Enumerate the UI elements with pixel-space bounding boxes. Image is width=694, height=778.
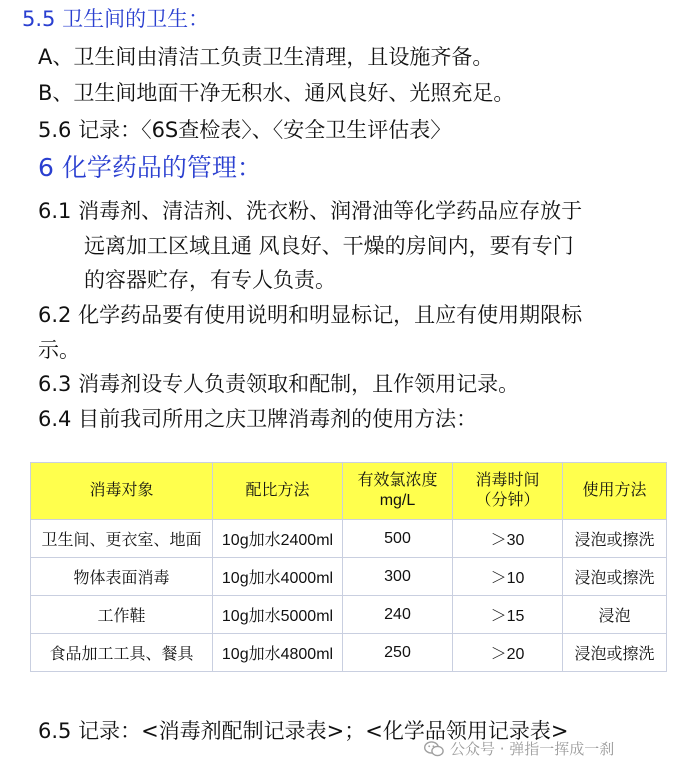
cell-concentration: 300 bbox=[343, 558, 453, 596]
item-b: B、卫生间地面干净无积水、通风良好、光照充足。 bbox=[38, 81, 515, 105]
cell-time: ＞30 bbox=[453, 520, 563, 558]
cell-target: 卫生间、更衣室、地面 bbox=[31, 520, 213, 558]
cell-target: 工作鞋 bbox=[31, 596, 213, 634]
cell-ratio: 10g加水4000ml bbox=[213, 558, 343, 596]
cell-time: ＞10 bbox=[453, 558, 563, 596]
item-a: A、卫生间由清洁工负责卫生清理，且设施齐备。 bbox=[38, 45, 494, 69]
cell-ratio: 10g加水4800ml bbox=[213, 634, 343, 672]
cell-time: ＞15 bbox=[453, 596, 563, 634]
cell-method: 浸泡或擦洗 bbox=[563, 558, 667, 596]
watermark-text: 公众号 · 弹指一挥成一刹 bbox=[450, 740, 615, 758]
cell-target: 物体表面消毒 bbox=[31, 558, 213, 596]
table-row bbox=[31, 596, 667, 634]
section-6-2-line1: 6.2 化学药品要有使用说明和明显标记，且应有使用期限标 bbox=[38, 303, 583, 327]
cell-ratio: 10g加水2400ml bbox=[213, 520, 343, 558]
table-row bbox=[31, 558, 667, 596]
header-method: 使用方法 bbox=[563, 463, 667, 520]
section-6-4: 6.4 目前我司所用之庆卫牌消毒剂的使用方法： bbox=[38, 407, 478, 431]
header-ratio: 配比方法 bbox=[213, 463, 343, 520]
header-concentration bbox=[343, 463, 453, 520]
table-row bbox=[31, 634, 667, 672]
table-row bbox=[31, 520, 667, 558]
cell-method: 浸泡 bbox=[563, 596, 667, 634]
disinfectant-table bbox=[30, 462, 667, 672]
header-time-label: 消毒时间 bbox=[475, 472, 540, 489]
section-5-5-title: 5.5 卫生间的卫生： bbox=[22, 7, 210, 31]
section-6-5: 6.5 记录：<消毒剂配制记录表>；<化学品领用记录表> bbox=[38, 719, 569, 743]
header-target: 消毒对象 bbox=[31, 463, 213, 520]
table-header-row bbox=[31, 463, 667, 520]
cell-concentration: 250 bbox=[343, 634, 453, 672]
section-6-2-line2: 示。 bbox=[38, 338, 80, 362]
cell-ratio: 10g加水5000ml bbox=[213, 596, 343, 634]
header-time bbox=[453, 463, 563, 520]
wechat-icon bbox=[424, 741, 444, 757]
section-6-1-line2: 远离加工区域且通 风良好、干燥的房间内，要有专门 bbox=[84, 234, 574, 258]
cell-concentration: 500 bbox=[343, 520, 453, 558]
section-6-title: 6 化学药品的管理： bbox=[38, 153, 262, 182]
cell-time: ＞20 bbox=[453, 634, 563, 672]
section-6-1-line1: 6.1 消毒剂、清洁剂、洗衣粉、润滑油等化学药品应存放于 bbox=[38, 199, 583, 223]
watermark bbox=[424, 738, 614, 759]
section-6-3: 6.3 消毒剂设专人负责领取和配制，且作领用记录。 bbox=[38, 372, 520, 396]
cell-method: 浸泡或擦洗 bbox=[563, 634, 667, 672]
cell-target: 食品加工工具、餐具 bbox=[31, 634, 213, 672]
cell-concentration: 240 bbox=[343, 596, 453, 634]
section-5-6: 5.6 记录：〈6S查检表〉、〈安全卫生评估表〉 bbox=[38, 118, 452, 142]
cell-method: 浸泡或擦洗 bbox=[563, 520, 667, 558]
section-6-1-line3: 的容器贮存，有专人负责。 bbox=[84, 268, 336, 292]
header-time-unit: （分钟） bbox=[475, 492, 540, 509]
header-concentration-unit: mg/L bbox=[379, 492, 416, 509]
header-concentration-label: 有效氯浓度 bbox=[357, 472, 438, 489]
